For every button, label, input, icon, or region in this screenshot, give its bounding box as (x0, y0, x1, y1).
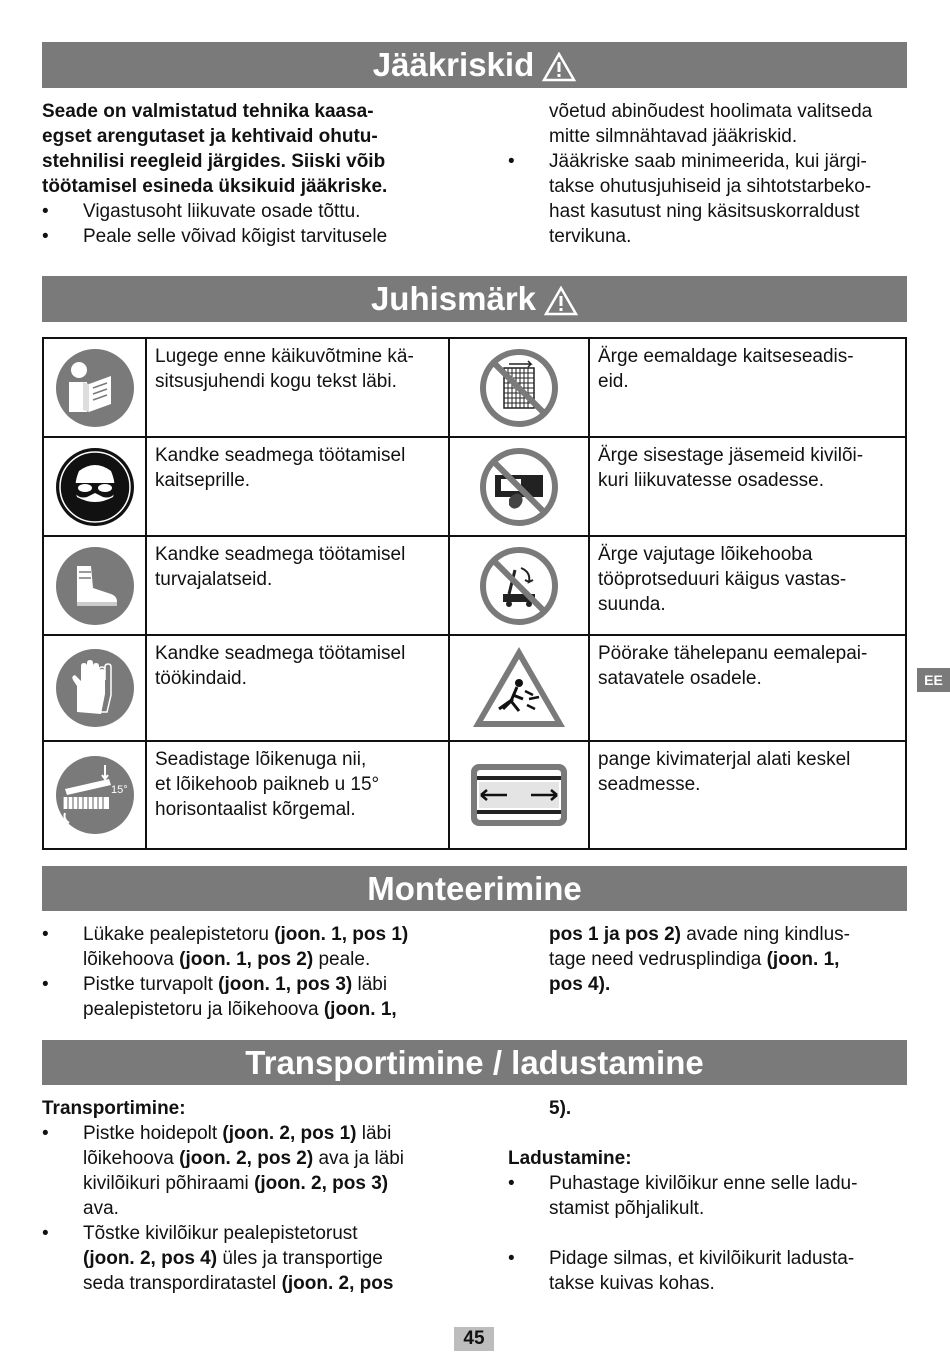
storage-subheading: Ladustamine: (508, 1148, 632, 1169)
transport-subheading: Transportimine: (42, 1098, 186, 1119)
transport-left-column (42, 1096, 482, 1296)
assembly-right-column (549, 922, 909, 997)
sign-text: Pöörake tähelepanu eemalepai- satavatele osadele. (589, 635, 906, 741)
transport-right-column (508, 1096, 908, 1296)
list-item: • Pistke turvapolt (joon. 1, pos 3) läbi pealepistetoru ja lõikehoova (joon. 1, (42, 972, 482, 1022)
sign-text: Ärge vajutage lõikehooba tööprotseduuri käigus vastas- suunda. (589, 536, 906, 635)
read-manual-icon (43, 338, 146, 437)
table-row (43, 635, 906, 741)
section-title-guidance: Juhismärk (42, 276, 907, 322)
no-lever-against-direction-icon (449, 536, 589, 635)
section-title-assembly: Monteerimine (42, 866, 907, 911)
sign-text: Lugege enne käikuvõtmine kä- sitsusjuhendi kogu tekst läbi. (146, 338, 449, 437)
sign-text: Kandke seadmega töötamisel kaitseprille. (146, 437, 449, 536)
sign-text: pange kivimaterjal alati keskel seadmesse. (589, 741, 906, 849)
center-material-icon (449, 741, 589, 849)
table-row (43, 437, 906, 536)
list-item: • Lükake pealepistetoru (joon. 1, pos 1) lõikehoova (joon. 1, pos 2) peale. (42, 922, 482, 972)
safety-boots-icon (43, 536, 146, 635)
sign-text: Kandke seadmega töötamisel töökindaid. (146, 635, 449, 741)
list-item: • Peale selle võivad kõigist tarvitusele (42, 224, 482, 249)
section-title-transport: Transportimine / ladustamine (42, 1040, 907, 1085)
flying-parts-warning-icon (449, 635, 589, 741)
warning-triangle-icon (544, 286, 578, 316)
no-guard-removal-icon (449, 338, 589, 437)
warning-triangle-icon (542, 52, 576, 82)
residual-risks-left-column (42, 99, 482, 249)
table-row (43, 741, 906, 849)
list-item-continuation: võetud abinõudest hoolimata valitseda mitte silmnähtavad jääkriskid. (549, 101, 873, 147)
sign-text: Ärge sisestage jäsemeid kivilõi- kuri liikuvatesse osadesse. (589, 437, 906, 536)
list-item: • Pistke hoidepolt (joon. 2, pos 1) läbi lõikehoova (joon. 2, pos 2) ava ja läbi kivilõikuri põhiraami (joon. 2, pos 3) ava. (42, 1121, 482, 1221)
list-item: • Jääkriske saab minimeerida, kui järgi- takse ohutusjuhiseid ja sihtotstarbeko- hast kasutust ning käsitsuskorraldust tervikuna. (508, 149, 908, 249)
residual-risks-right-column (508, 99, 908, 249)
list-item: • Tõstke kivilõikur pealepistetorust (joon. 2, pos 4) üles ja transportige seda transpordiratastel (joon. 2, pos (42, 1221, 482, 1296)
sign-text: Seadistage lõikenuga nii, et lõikehoob paikneb u 15° horisontaalist kõrgemal. (146, 741, 449, 849)
table-row (43, 338, 906, 437)
residual-risks-intro: Seade on valmistatud tehnika kaasa- egset arengutaset ja kehtivaid ohutu- stehnilisi reegleid järgides. Siiski võib töötamisel esineda üksikuid jääkriske. (42, 101, 388, 197)
section-title-residual-risks: Jääkriskid (42, 42, 907, 88)
sign-text: Ärge eemaldage kaitseseadis- eid. (589, 338, 906, 437)
language-tab: EE (917, 668, 950, 692)
assembly-left-column (42, 922, 482, 1022)
no-hands-in-machine-icon (449, 437, 589, 536)
list-item-continuation: pos 1 ja pos 2) avade ning kindlus- tage need vedrusplindiga (joon. 1, pos 4). (549, 924, 850, 995)
page-number: 45 (454, 1327, 494, 1351)
list-item: • Vigastusoht liikuvate osade tõttu. (42, 199, 482, 224)
table-row (43, 536, 906, 635)
angle-label: 15° (110, 784, 128, 796)
sign-text: Kandke seadmega töötamisel turvajalatseid. (146, 536, 449, 635)
safety-goggles-icon (43, 437, 146, 536)
safety-signs-table (42, 337, 907, 850)
list-item-continuation: 5). (549, 1098, 572, 1119)
gloves-icon (43, 635, 146, 741)
blade-angle-icon (43, 741, 146, 849)
list-item: • Pidage silmas, et kivilõikurit ladusta- takse kuivas kohas. (508, 1246, 908, 1296)
list-item: • Puhastage kivilõikur enne selle ladu- stamist põhjalikult. (508, 1171, 908, 1221)
